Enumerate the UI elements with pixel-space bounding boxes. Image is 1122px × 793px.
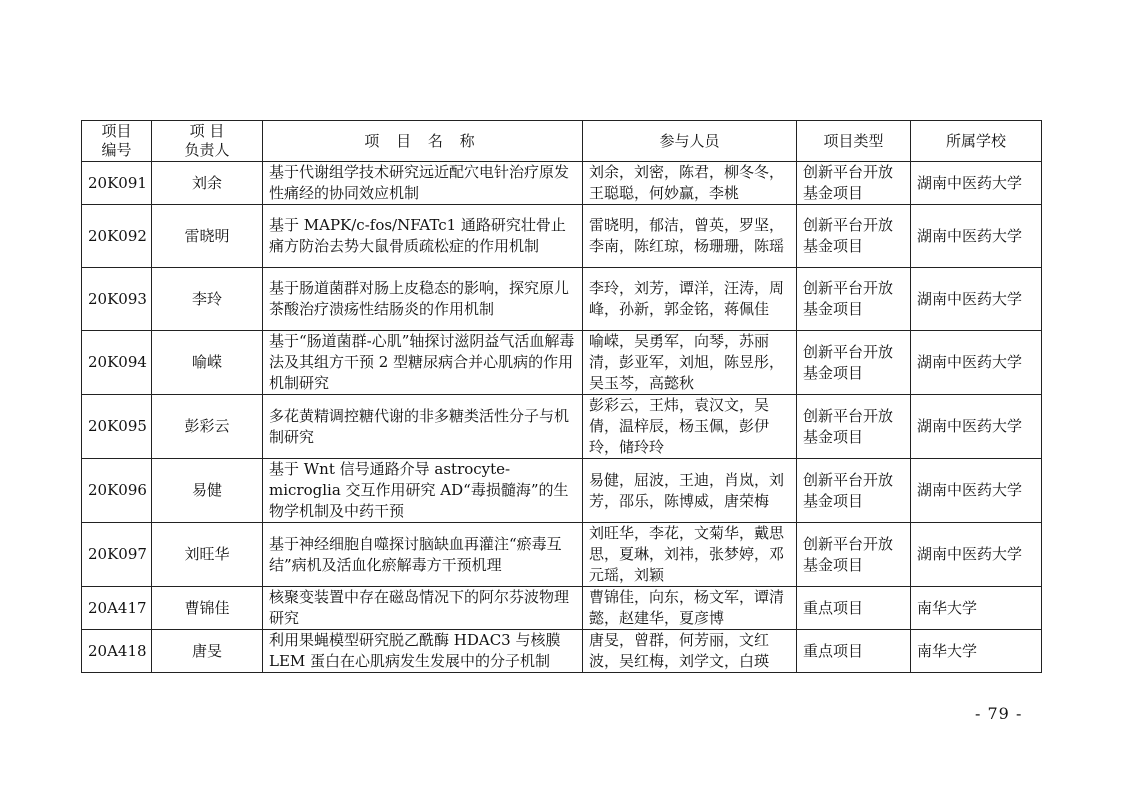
- participants-cell: 彭彩云，王炜，袁汉文，吴倩，温梓辰，杨玉佩，彭伊玲，储玲玲: [583, 395, 797, 459]
- participants-cell: 曹锦佳，向东，杨文军，谭清懿，赵建华，夏彦博: [583, 587, 797, 630]
- header-project-id: 项目 编号: [82, 121, 152, 162]
- school-cell: 湖南中医药大学: [911, 395, 1042, 459]
- project-id-cell: 20K094: [82, 331, 152, 395]
- project-leader-cell: 李玲: [152, 268, 263, 331]
- participants-cell: 唐旻，曾群，何芳丽，文红波，吴红梅，刘学文，白瑛: [583, 630, 797, 673]
- header-project-name: 项 目 名 称: [263, 121, 583, 162]
- project-name-cell: 基于 MAPK/c-fos/NFATc1 通路研究壮骨止痛方防治去势大鼠骨质疏松症的作用机制: [263, 205, 583, 268]
- project-name-cell: 基于神经细胞自噬探讨脑缺血再灌注“瘀毒互结”病机及活血化瘀解毒方干预机理: [263, 523, 583, 587]
- project-leader-cell: 易健: [152, 459, 263, 523]
- project-type-cell: 创新平台开放基金项目: [797, 268, 911, 331]
- header-school: 所属学校: [911, 121, 1042, 162]
- school-cell: 南华大学: [911, 587, 1042, 630]
- table-row: [82, 523, 1042, 587]
- participants-cell: 喻嵘，吴勇军，向琴，苏丽清，彭亚军，刘旭，陈昱彤，吴玉芩，高懿秋: [583, 331, 797, 395]
- project-type-cell: 重点项目: [797, 587, 911, 630]
- school-cell: 湖南中医药大学: [911, 331, 1042, 395]
- project-id-cell: 20K092: [82, 205, 152, 268]
- table-row: [82, 395, 1042, 459]
- project-leader-cell: 雷晓明: [152, 205, 263, 268]
- header-row: [82, 121, 1042, 162]
- project-type-cell: 创新平台开放基金项目: [797, 331, 911, 395]
- school-cell: 湖南中医药大学: [911, 162, 1042, 205]
- school-cell: 南华大学: [911, 630, 1042, 673]
- project-type-cell: 创新平台开放基金项目: [797, 395, 911, 459]
- table-row: [82, 268, 1042, 331]
- participants-cell: 雷晓明，郁洁，曾英，罗坚，李南，陈红琼，杨珊珊，陈瑶: [583, 205, 797, 268]
- school-cell: 湖南中医药大学: [911, 205, 1042, 268]
- header-participants: 参与人员: [583, 121, 797, 162]
- project-name-cell: 基于代谢组学技术研究远近配穴电针治疗原发性痛经的协同效应机制: [263, 162, 583, 205]
- participants-cell: 刘旺华，李花，文菊华，戴思思，夏琳，刘祎，张梦婷，邓元瑶，刘颖: [583, 523, 797, 587]
- table-row: [82, 587, 1042, 630]
- school-cell: 湖南中医药大学: [911, 523, 1042, 587]
- project-id-cell: 20K093: [82, 268, 152, 331]
- project-name-cell: 基于肠道菌群对肠上皮稳态的影响，探究原儿茶酸治疗溃疡性结肠炎的作用机制: [263, 268, 583, 331]
- participants-cell: 刘余，刘密，陈君，柳冬冬，王聪聪，何妙赢，李桃: [583, 162, 797, 205]
- table-row: [82, 630, 1042, 673]
- project-leader-cell: 曹锦佳: [152, 587, 263, 630]
- project-name-cell: 基于“肠道菌群-心肌”轴探讨滋阴益气活血解毒法及其组方干预 2 型糖尿病合并心肌病的作用机制研究: [263, 331, 583, 395]
- project-leader-cell: 彭彩云: [152, 395, 263, 459]
- project-type-cell: 创新平台开放基金项目: [797, 162, 911, 205]
- project-name-cell: 核聚变装置中存在磁岛情况下的阿尔芬波物理研究: [263, 587, 583, 630]
- project-type-cell: 创新平台开放基金项目: [797, 205, 911, 268]
- project-id-cell: 20K097: [82, 523, 152, 587]
- project-leader-cell: 喻嵘: [152, 331, 263, 395]
- project-id-cell: 20A417: [82, 587, 152, 630]
- table-row: [82, 162, 1042, 205]
- project-type-cell: 重点项目: [797, 630, 911, 673]
- school-cell: 湖南中医药大学: [911, 459, 1042, 523]
- project-name-cell: 利用果蝇模型研究脱乙酰酶 HDAC3 与核膜 LEM 蛋白在心肌病发生发展中的分子机制: [263, 630, 583, 673]
- header-project-type: 项目类型: [797, 121, 911, 162]
- project-leader-cell: 唐旻: [152, 630, 263, 673]
- project-table: [81, 120, 1042, 673]
- project-id-cell: 20K095: [82, 395, 152, 459]
- table-row: [82, 205, 1042, 268]
- project-id-cell: 20K096: [82, 459, 152, 523]
- table-row: [82, 331, 1042, 395]
- table-row: [82, 459, 1042, 523]
- participants-cell: 李玲，刘芳，谭洋，汪涛，周峰，孙新，郭金铭，蒋佩佳: [583, 268, 797, 331]
- project-type-cell: 创新平台开放基金项目: [797, 523, 911, 587]
- project-id-cell: 20K091: [82, 162, 152, 205]
- project-leader-cell: 刘余: [152, 162, 263, 205]
- header-project-leader: 项 目 负责人: [152, 121, 263, 162]
- school-cell: 湖南中医药大学: [911, 268, 1042, 331]
- project-name-cell: 基于 Wnt 信号通路介导 astrocyte-microglia 交互作用研究 AD“毒损髓海”的生物学机制及中药干预: [263, 459, 583, 523]
- project-id-cell: 20A418: [82, 630, 152, 673]
- project-name-cell: 多花黄精调控糖代谢的非多糖类活性分子与机制研究: [263, 395, 583, 459]
- participants-cell: 易健，屈波，王迪，肖岚，刘芳，邵乐，陈博威，唐荣梅: [583, 459, 797, 523]
- project-leader-cell: 刘旺华: [152, 523, 263, 587]
- page-number: - 79 -: [975, 704, 1023, 723]
- project-type-cell: 创新平台开放基金项目: [797, 459, 911, 523]
